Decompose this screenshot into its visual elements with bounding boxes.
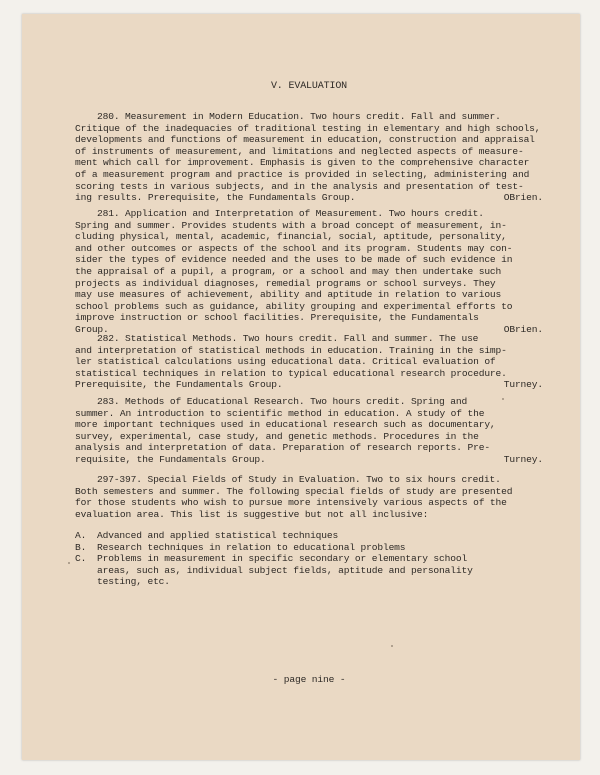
list-marker: B. (75, 541, 87, 553)
document-page (22, 14, 580, 760)
instructor-name: Turney. (503, 379, 543, 391)
text-line: 283. Methods of Educational Research. Two hours credit. Spring and (97, 396, 468, 407)
list-item-text: areas, such as, individual subject fields, aptitude and personality (97, 564, 473, 576)
text-line: developments and functions of measurement in education, construction and appraisal (75, 134, 535, 146)
text-line-end: Prerequisite, the Fundamentals Group. (75, 379, 283, 391)
text-line: summer. An introduction to scientific method in education. A study of the (75, 407, 485, 419)
text-line: of a measurement program and practice is provided in selecting, administering and (75, 168, 530, 180)
section-heading: V. EVALUATION (270, 81, 348, 92)
list-marker: A. (75, 530, 87, 541)
list-item (75, 542, 543, 554)
course-280-paragraph (75, 111, 543, 204)
text-line: 281. Application and Interpretation of Measurement. Two hours credit. (97, 208, 484, 219)
text-line (75, 454, 543, 466)
text-line: may use measures of achievement, ability and aptitude in relation to various (75, 289, 502, 301)
instructor-name: OBrien. (503, 323, 543, 335)
text-line: and interpretation of statistical methods in education. Training in the simp- (75, 344, 507, 356)
text-line: more important techniques used in educational research such as documentary, (75, 419, 496, 431)
text-line-end: requisite, the Fundamentals Group. (75, 453, 266, 465)
text-line: Both semesters and summer. The following special fields of study are presented (75, 485, 513, 497)
text-line: analysis and interpretation of data. Preparation of research reports. Pre- (75, 442, 490, 454)
text-line: statistical techniques in relation to typical educational research procedure. (75, 367, 507, 379)
text-line: scoring tests in various subjects, and in the analysis and presentation of test- (75, 180, 524, 192)
text-line: the appraisal of a pupil, a program, or a school and may then undertake such (75, 265, 502, 277)
text-line: and other outcomes or aspects of the school and its program. Students may con- (75, 242, 513, 254)
paper-speck (391, 645, 393, 647)
text-line: 280. Measurement in Modern Education. Two hours credit. Fall and summer. (97, 111, 501, 122)
text-line: projects as individual diagnoses, remedial programs or school surveys. They (75, 277, 496, 289)
text-line: ment which call for improvement. Emphasis is given to the comprehensive character (75, 157, 530, 169)
paper-speck (68, 562, 70, 564)
list-item-text: Advanced and applied statistical techniques (97, 530, 339, 541)
text-line: school problems such as guidance, ability grouping and experimental efforts to (75, 300, 513, 312)
text-line: evaluation area. This list is suggestive but not all inclusive: (75, 508, 429, 520)
list-item-text: testing, etc. (97, 576, 170, 588)
list-marker: C. (75, 553, 87, 565)
course-281-paragraph (75, 208, 543, 336)
text-line: ler statistical calculations using educational data. Critical evaluation of (75, 356, 496, 368)
text-line (75, 192, 543, 204)
text-line: cluding physical, mental, academic, financial, social, aptitude, personality, (75, 231, 507, 243)
special-fields-list (75, 530, 543, 588)
list-item-text: Research techniques in relation to educational problems (97, 541, 406, 553)
text-line: improve instruction or school facilities. Prerequisite, the Fundamentals (75, 312, 479, 324)
list-item (75, 530, 543, 542)
list-item (75, 553, 543, 565)
text-line: 297-397. Special Fields of Study in Evaluation. Two to six hours credit. (97, 474, 501, 485)
text-line: 282. Statistical Methods. Two hours credit. Fall and summer. The use (97, 333, 479, 344)
instructor-name: Turney. (503, 453, 543, 465)
text-line: Spring and summer. Provides students with a broad concept of measurement, in- (75, 219, 507, 231)
instructor-name: OBrien. (503, 192, 543, 204)
text-line-end: Group. (75, 323, 109, 335)
text-line (75, 379, 543, 391)
text-line-end: ing results. Prerequisite, the Fundamentals Group. (75, 192, 356, 204)
text-line: sider the types of evidence needed and the uses to be made of such evidence in (75, 254, 513, 266)
course-283-paragraph (75, 396, 543, 466)
text-line: of instruments of measurement, and limitations and neglected aspects of measure- (75, 145, 524, 157)
page-number: - page nine - (272, 674, 346, 685)
text-line: for those students who wish to pursue more intensively various aspects of the (75, 497, 507, 509)
course-282-paragraph (75, 333, 543, 391)
list-item-text: Problems in measurement in specific secondary or elementary school (97, 553, 468, 565)
course-297-397-paragraph (75, 474, 543, 520)
text-line: Critique of the inadequacies of traditional testing in elementary and high schools, (75, 122, 541, 134)
text-line: survey, experimental, case study, and genetic methods. Procedures in the (75, 430, 479, 442)
